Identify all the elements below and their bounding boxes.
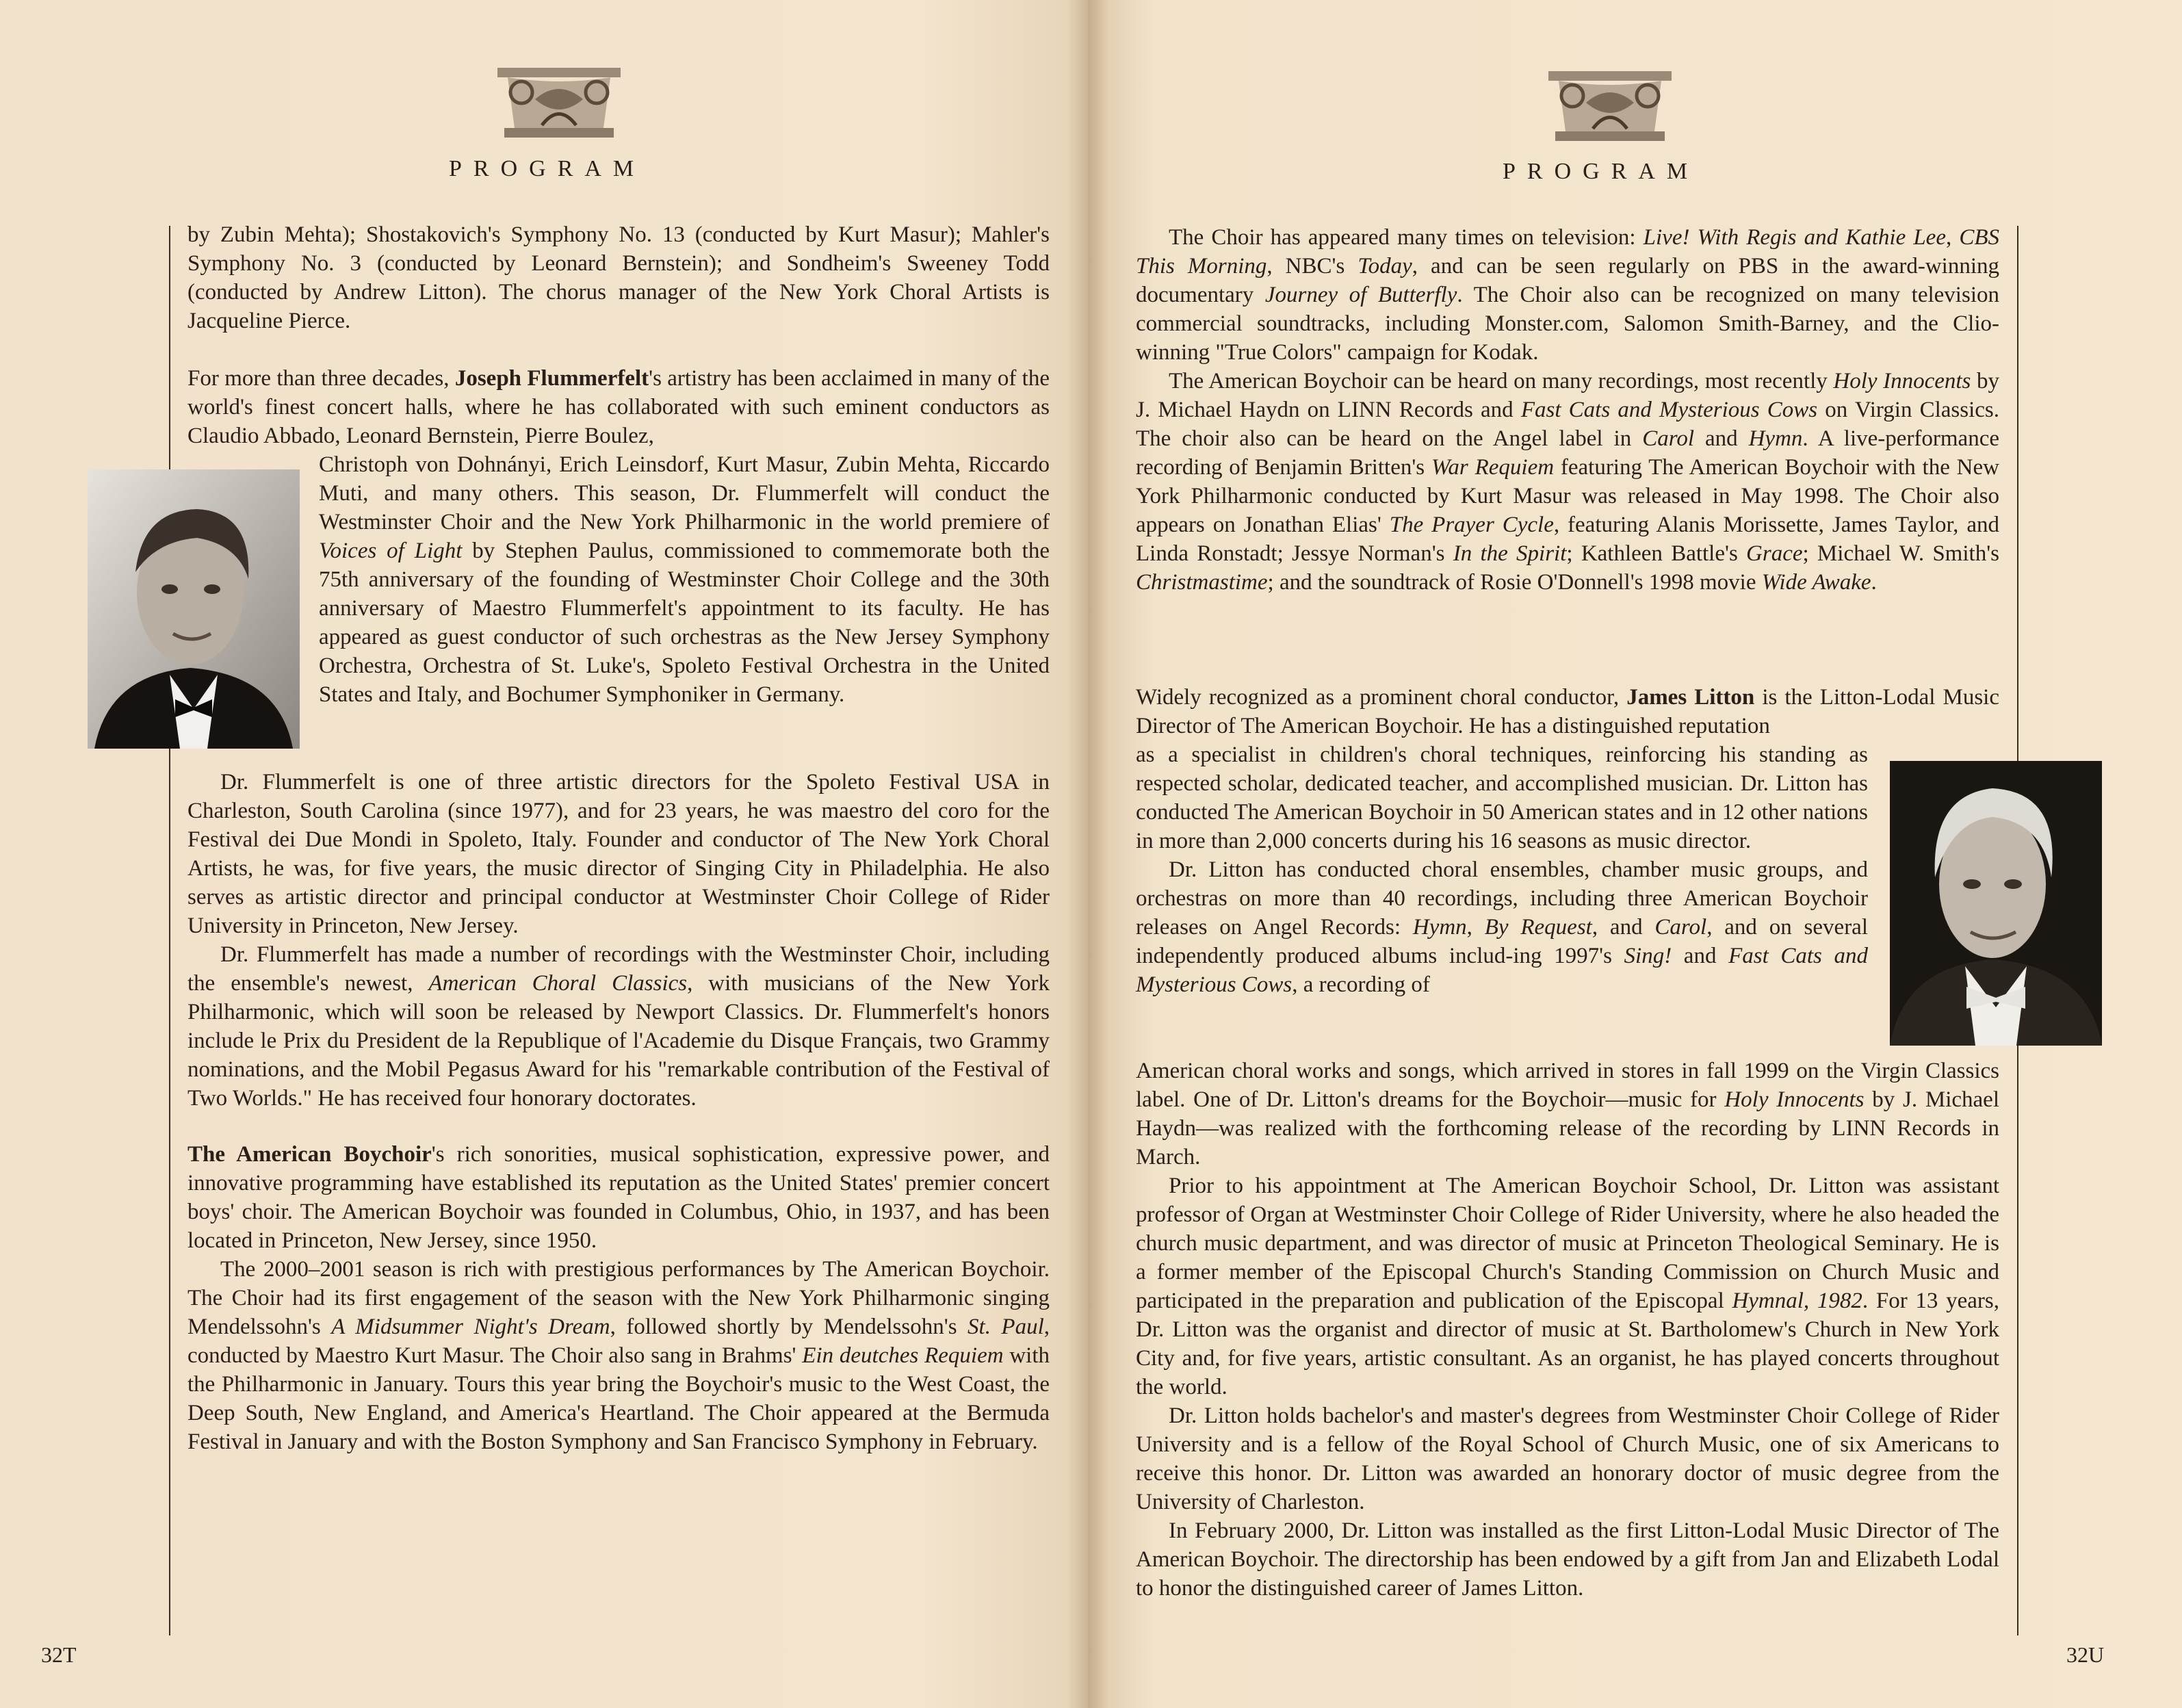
page-header: PROGRAM (449, 156, 646, 181)
page-number-right: 32U (2066, 1642, 2105, 1667)
paragraph-litton-directorship: In February 2000, Dr. Litton was installed as the first Litton-Lodal Music Director of The American Boychoir. The directorship has been endowed by a gift from Jan and Elizabeth Lodal to honor the distinguished career of James Litton. (1136, 1518, 1999, 1601)
right-text-block-2 (1136, 683, 1999, 740)
page-header: PROGRAM (1503, 159, 1700, 184)
left-text-block-3 (319, 450, 1050, 709)
paragraph-recordings-flummerfelt: Dr. Flummerfelt has made a number of recordings with the Westminster Choir, including the ensemble's newest, American Choral Classics, with musicians of the New York Philharmonic, which will soon be released by Newport Classics. Dr. Flummerfelt's honors include le Prix du President de la Republique of l'Academie du Disque Français, two Grammy nominations, and the Mobil Pegasus Award for his "remarkable contribution of the Festival of Two Worlds." He has received four honorary doctorates. (187, 942, 1050, 1111)
paragraph-litton-intro-b: as a specialist in children's choral techniques, reinforcing his standing as respected scholar, dedicated teacher, and accomplished musician. Dr. Litton has conducted The American Boychoir in 50 American states and in 12 other nations in more than 2,000 concerts during his 16 seasons as music director. (1136, 742, 1868, 853)
capital-ornament-icon (494, 65, 624, 140)
photo-joseph-flummerfelt (88, 469, 300, 749)
left-text-block-1 (187, 220, 1050, 335)
paragraph-season: The 2000–2001 season is rich with prestigious performances by The American Boychoir. The Choir had its first engagement of the season with the New York Philharmonic singing Mendelssohn's A Midsummer Night's Dream, followed shortly by Mendelssohn's St. Paul, conducted by Maestro Kurt Masur. The Choir also sang in Brahms' Ein deutches Requiem with the Philharmonic in January. Tours this year bring the Boychoir's music to the West Coast, the Deep South, New England, and America's Heartland. The Choir appeared at the Bermuda Festival in January and with the Boston Symphony and San Francisco Symphony in February. (187, 1257, 1050, 1454)
paragraph-flummerfelt-intro-a: For more than three decades, Joseph Flummerfelt's artistry has been acclaimed in many of the world's finest concert halls, where he has collaborated with such eminent conductors as Claudio Abbado, Leonard Bernstein, Pierre Boulez, (187, 366, 1050, 448)
left-text-block-2 (187, 364, 1050, 450)
paragraph-continuation: by Zubin Mehta); Shostakovich's Symphony No. 13 (conducted by Kurt Masur); Mahler's Symphony No. 3 (conducted by Leonard Bernstein); and Sondheim's Sweeney Todd (conducted by Andrew Litton). The chorus manager of the New York Choral Artists is Jacqueline Pierce. (187, 222, 1050, 333)
left-text-block-4 (187, 768, 1050, 1456)
paragraph-litton-intro-a: Widely recognized as a prominent choral conductor, James Litton is the Litton-Lodal Music Director of The American Boychoir. He has a distinguished reputation (1136, 685, 1999, 738)
paragraph-litton-career: Prior to his appointment at The American Boychoir School, Dr. Litton was assistant professor of Organ at Westminster Choir College of Rider University, where he also headed the church music department, and was director of music at Princeton Theological Seminary. He is a former member of the Episcopal Church's Standing Commission on Church Music and participated in the preparation and publication of the Episcopal Hymnal, 1982. For 13 years, Dr. Litton was the organist and director of music at St. Bartholomew's Church in New York City and, for five years, artistic consultant. As an organist, he has played concerts throughout the world. (1136, 1174, 2000, 1399)
paragraph-litton-degrees: Dr. Litton holds bachelor's and master's degrees from Westminster Choir College of Rider University and is a fellow of the Royal School of Church Music, one of six Americans to receive this honor. Dr. Litton was awarded an honorary doctor of music degree from the University of Charleston. (1136, 1403, 1999, 1514)
left-column-rule (169, 226, 170, 1635)
paragraph-litton-recordings-cont: American choral works and songs, which arrived in stores in fall 1999 on the Virgin Classics label. One of Dr. Litton's dreams for the Boychoir—music for Holy Innocents by J. Michael Haydn—was realized with the forthcoming release of the recording by LINN Records in March. (1136, 1059, 1999, 1169)
right-text-block-1 (1136, 223, 1999, 597)
paragraph-spoleto: Dr. Flummerfelt is one of three artistic directors for the Spoleto Festival USA in Charleston, South Carolina (since 1977), and for 23 years, he was maestro del coro for the Festival dei Due Mondi in Spoleto, Italy. Founder and conductor of The New York Choral Artists, he was, for five years, the music director of Singing City in Philadelphia. He also serves as artistic director and principal conductor at Westminster Choir College of Rider University in Princeton, New Jersey. (187, 770, 1050, 938)
capital-ornament-icon (1545, 68, 1675, 144)
right-text-block-3 (1136, 740, 1868, 999)
paragraph-television: The Choir has appeared many times on television: Live! With Regis and Kathie Lee, CBS This Morning, NBC's Today, and can be seen regularly on PBS in the award-winning documentary Journey of Butterfly. The Choir also can be recognized on many television commercial soundtracks, including Monster.com, Salomon Smith-Barney, and the Clio-winning "True Colors" campaign for Kodak. (1136, 225, 1999, 365)
book-gutter (1067, 0, 1108, 1708)
paragraph-flummerfelt-intro-b: Christoph von Dohnányi, Erich Leinsdorf, Kurt Masur, Zubin Mehta, Riccardo Muti, and many others. This season, Dr. Flummerfelt will conduct the Westminster Choir and the New York Philharmonic in the world premiere of Voices of Light by Stephen Paulus, commissioned to commemorate both the 75th anniversary of the founding of Westminster Choir College and the 30th anniversary of Maestro Flummerfelt's appointment to its faculty. He has appeared as guest conductor of such orchestras as the New Jersey Symphony Orchestra, Orchestra of St. Luke's, Spoleto Festival Orchestra in the United States and Italy, and Bochumer Symphoniker in Germany. (319, 452, 1050, 707)
paragraph-boychoir-intro: The American Boychoir's rich sonorities, musical sophistication, expressive power, and innovative programming have established its reputation as the United States' premier concert boys' choir. The American Boychoir was founded in Columbus, Ohio, in 1937, and has been located in Princeton, New Jersey, since 1950. (187, 1142, 1050, 1253)
paragraph-recordings-boychoir: The American Boychoir can be heard on many recordings, most recently Holy Innocents by J. Michael Haydn on LINN Records and Fast Cats and Mysterious Cows on Virgin Classics. The choir also can be heard on the Angel label in Carol and Hymn. A live-performance recording of Benjamin Britten's War Requiem featuring The American Boychoir with the New York Philharmonic conducted by Kurt Masur was released in May 1998. The Choir also appears on Jonathan Elias' The Prayer Cycle, featuring Alanis Morissette, James Taylor, and Linda Ronstadt; Jessye Norman's In the Spirit; Kathleen Battle's Grace; Michael W. Smith's Christmastime; and the soundtrack of Rosie O'Donnell's 1998 movie Wide Awake. (1136, 369, 2000, 595)
photo-james-litton (1890, 761, 2102, 1046)
paragraph-litton-recordings: Dr. Litton has conducted choral ensembles, chamber music groups, and orchestras on more than 40 recordings, including three American Boychoir releases on Angel Records: Hymn, By Request, and Carol, and on several independently produced albums includ-ing 1997's Sing! and Fast Cats and Mysterious Cows, a recording of (1136, 857, 1868, 997)
page-number-left: 32T (41, 1642, 77, 1667)
right-text-block-4 (1136, 1057, 1999, 1603)
